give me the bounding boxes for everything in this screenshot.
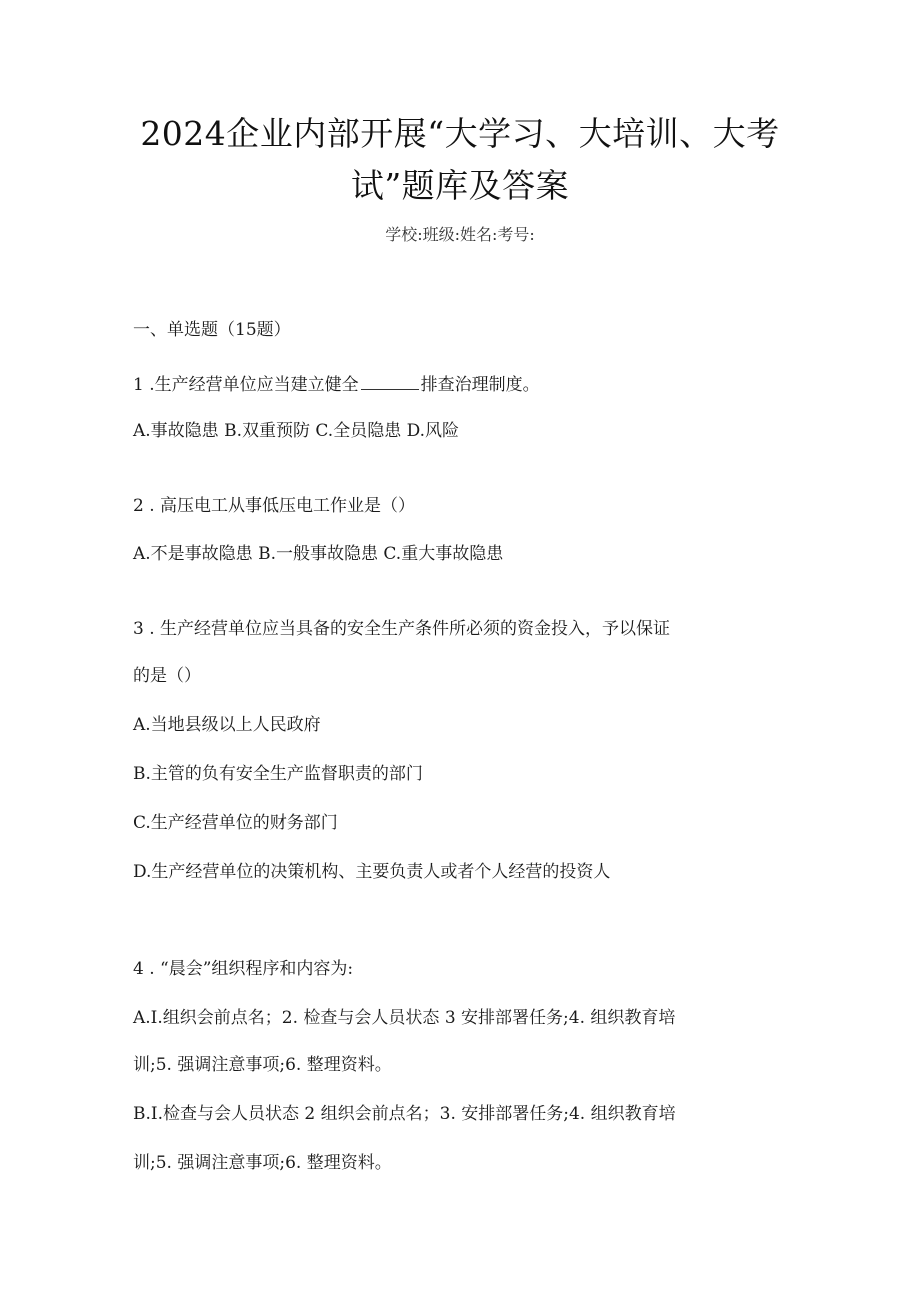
question-3-stem-line-1: 3 . 生产经营单位应当具备的安全生产条件所必须的资金投入，予以保证 xyxy=(133,619,671,639)
question-3-stem-line-2: 的是（） xyxy=(133,666,201,686)
fill-in-blank xyxy=(361,371,419,390)
question-4-option-b-line-2: 训;5. 强调注意事项;6. 整理资料。 xyxy=(133,1153,392,1173)
question-4-option-a-line-1: A.I.组织会前点名；2. 检查与会人员状态 3 安排部署任务;4. 组织教育培 xyxy=(133,1008,676,1028)
question-1-stem-after: 排查治理制度。 xyxy=(420,375,540,395)
section-heading: 一、单选题（15题） xyxy=(133,320,291,340)
question-3-option-d: D.生产经营单位的决策机构、主要负责人或者个人经营的投资人 xyxy=(133,862,611,882)
student-info-line: 学校:班级:姓名:考号: xyxy=(385,225,535,244)
question-1-options: A.事故隐患 B.双重预防 C.全员隐患 D.风险 xyxy=(133,421,460,441)
question-3-option-b: B.主管的负有安全生产监督职责的部门 xyxy=(133,764,423,784)
question-3-option-c: C.生产经营单位的财务部门 xyxy=(133,813,338,833)
question-4-option-b-line-1: B.I.检查与会人员状态 2 组织会前点名；3. 安排部署任务;4. 组织教育培 xyxy=(133,1104,676,1124)
question-4-option-a-line-2: 训;5. 强调注意事项;6. 整理资料。 xyxy=(133,1055,392,1075)
question-2-stem: 2 . 高压电工从事低压电工作业是（） xyxy=(133,496,416,516)
question-4-stem: 4 . “晨会”组织程序和内容为: xyxy=(133,959,354,979)
question-2-options: A.不是事故隐患 B.一般事故隐患 C.重大事故隐患 xyxy=(133,544,504,564)
question-1-stem-before: 1 .生产经营单位应当建立健全 xyxy=(133,375,359,395)
document-title-line-1: 2024企业内部开展“大学习、大培训、大考 xyxy=(140,114,780,153)
document-title-line-2: 试”题库及答案 xyxy=(350,166,570,205)
question-1-stem xyxy=(133,371,540,397)
question-3-option-a: A.当地县级以上人民政府 xyxy=(133,715,321,735)
